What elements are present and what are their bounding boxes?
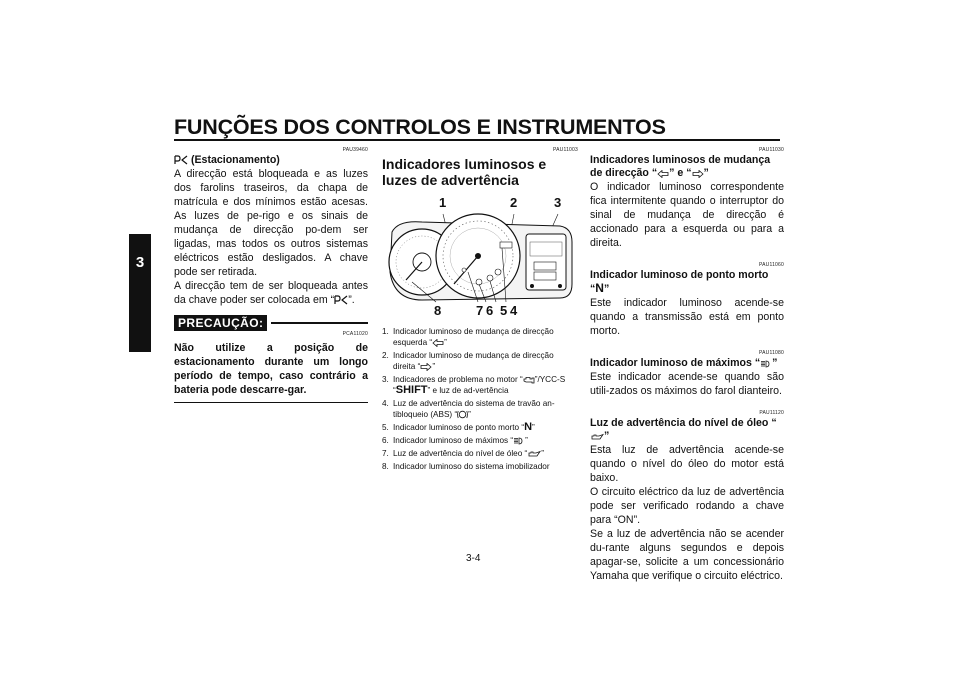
- oil-level-section: PAU11120 Luz de advertência do nível de óleo “” Esta luz de advertência acende-se quando o nível do óleo do motor está baixo. O circuito eléctrico da luz de advertência pode ser verificado rodando a chave para “ON”. Se a luz de advertência não se acender du-rante alguns segundos e depois apagar-se, solicite a um concessionário Yamaha que verifique o circuito eléctrico.: [590, 410, 784, 582]
- parking-key-icon: [334, 295, 348, 305]
- oil-level-text-1: Esta luz de advertência acende-se quando o nível do óleo do motor está baixo.: [590, 444, 784, 484]
- caution-rule: [271, 322, 368, 323]
- turn-right-arrow-icon: [420, 363, 432, 371]
- section-code: PAU39460: [342, 147, 368, 153]
- callout-4: 4: [510, 303, 518, 318]
- engine-trouble-icon: [523, 376, 535, 384]
- callout-3: 3: [554, 195, 562, 210]
- column-1: [174, 147, 368, 403]
- caution-code: PCA11020: [342, 331, 368, 337]
- legend-item: 7. Luz de advertência do nível de óleo “ ”: [382, 449, 545, 458]
- legend-item: 5. Indicador luminoso de ponto morto “N”: [382, 421, 535, 433]
- oil-can-icon: [527, 450, 541, 458]
- oil-level-text-3: Se a luz de advertência não se acender du-rante alguns segundos e depois apagar-se, solicite a um concessionário Yamaha que verifique o circuito eléctrico.: [590, 528, 784, 582]
- title-rule: [174, 139, 780, 141]
- page-number: 3-4: [466, 553, 481, 564]
- neutral-icon: N: [524, 421, 533, 433]
- legend-item: 4. Luz de advertência do sistema de travão an-tibloqueio (ABS) “ ”: [382, 399, 555, 419]
- column-2: [382, 147, 578, 474]
- chapter-tab: [129, 234, 151, 352]
- legend-item: 6. Indicador luminoso de máximos “ ”: [382, 436, 528, 445]
- indicator-legend: [382, 326, 578, 472]
- callout-5: 5: [500, 303, 508, 318]
- page-title: FUNÇÕES DOS CONTROLOS E INSTRUMENTOS: [174, 115, 666, 139]
- instrument-cluster-diagram: [382, 195, 578, 322]
- legend-item: 8. Indicador luminoso do sistema imobilizador: [382, 462, 550, 471]
- parking-heading: (Estacionamento): [174, 154, 368, 167]
- turn-left-arrow-icon: [432, 339, 444, 347]
- high-beam-icon: [760, 360, 772, 368]
- column-3: [590, 147, 784, 595]
- turn-signal-text: O indicador luminoso correspondente fica intermitente quando o interruptor do sinal de mudança de direcção é accionado para a esquerda ou para a direita.: [590, 181, 784, 249]
- neutral-text: Este indicador luminoso acende-se quando a transmissão está em ponto morto.: [590, 297, 784, 337]
- callout-6: 6: [486, 303, 494, 318]
- high-beam-heading: Indicador luminoso de máximos “ ”: [590, 357, 778, 369]
- caution-text: Não utilize a posição de estacionamento durante um longo período de tempo, caso contrário a bateria pode descarre-gar.: [174, 341, 368, 403]
- turn-signal-heading: Indicadores luminosos de mudança de direcção “ ” e “ ”: [590, 154, 771, 179]
- caution-header: [174, 315, 368, 331]
- callout-2: 2: [510, 195, 518, 210]
- neutral-section: PAU11060 Indicador luminoso de ponto morto “N” Este indicador luminoso acende-se quando a transmissão está em ponto morto.: [590, 262, 784, 337]
- legend-item: 3. Indicadores de problema no motor “ ”/YCC-S “SHIFT” e luz de ad-vertência: [382, 375, 566, 396]
- section-code: PAU11003: [552, 147, 578, 153]
- abs-warning-icon: [457, 410, 468, 419]
- indicators-heading: Indicadores luminosos e luzes de advertência: [382, 156, 547, 188]
- callout-7: 7: [476, 303, 484, 318]
- neutral-heading: Indicador luminoso de ponto morto “N”: [590, 269, 769, 295]
- legend-item: 2. Indicador luminoso de mudança de direcção direita “ ”: [382, 351, 554, 371]
- high-beam-section: PAU11080 Indicador luminoso de máximos “ ” Este indicador acende-se quando são utili-zados os máximos do farol dianteiro.: [590, 350, 784, 397]
- oil-level-text-2: O circuito eléctrico da luz de advertência pode ser verificado rodando a chave para “ON”.: [590, 486, 784, 526]
- parking-paragraph-1: A direcção está bloqueada e as luzes dos farolins traseiros, da chapa de matrícula e dos mínimos estão acesas. As luzes de pe-rigo e os sinais de mudança de direcção po-dem ser ligadas, mas todos os outros sistemas eléctricos estão desligados. A chave pode ser retirada.: [174, 168, 368, 278]
- oil-can-icon: [590, 433, 604, 441]
- turn-signal-section: PAU11030 Indicadores luminosos de mudança de direcção “ ” e “ ” O indicador luminoso correspondente fica intermitente quando o interruptor do sinal de mudança de direcção é accionado para a esquerda ou para a direita.: [590, 147, 784, 249]
- legend-item: 1. Indicador luminoso de mudança de direcção esquerda “ ”: [382, 327, 554, 347]
- turn-left-arrow-icon: [657, 170, 669, 178]
- chapter-number: 3: [135, 254, 145, 271]
- neutral-icon: N: [595, 281, 604, 295]
- parking-key-icon: [174, 155, 188, 165]
- callout-1: 1: [439, 195, 447, 210]
- parking-paragraph-2: A direcção tem de ser bloqueada antes da chave poder ser colocada em “ ”.: [174, 280, 368, 306]
- instrument-cluster-drawing: [382, 212, 578, 304]
- high-beam-icon: [513, 437, 525, 445]
- oil-level-heading: Luz de advertência do nível de óleo “”: [590, 417, 777, 442]
- callout-8: 8: [434, 303, 442, 318]
- high-beam-text: Este indicador acende-se quando são utili-zados os máximos do farol dianteiro.: [590, 371, 784, 397]
- caution-label: PRECAUÇÃO:: [174, 315, 267, 331]
- turn-right-arrow-icon: [692, 170, 704, 178]
